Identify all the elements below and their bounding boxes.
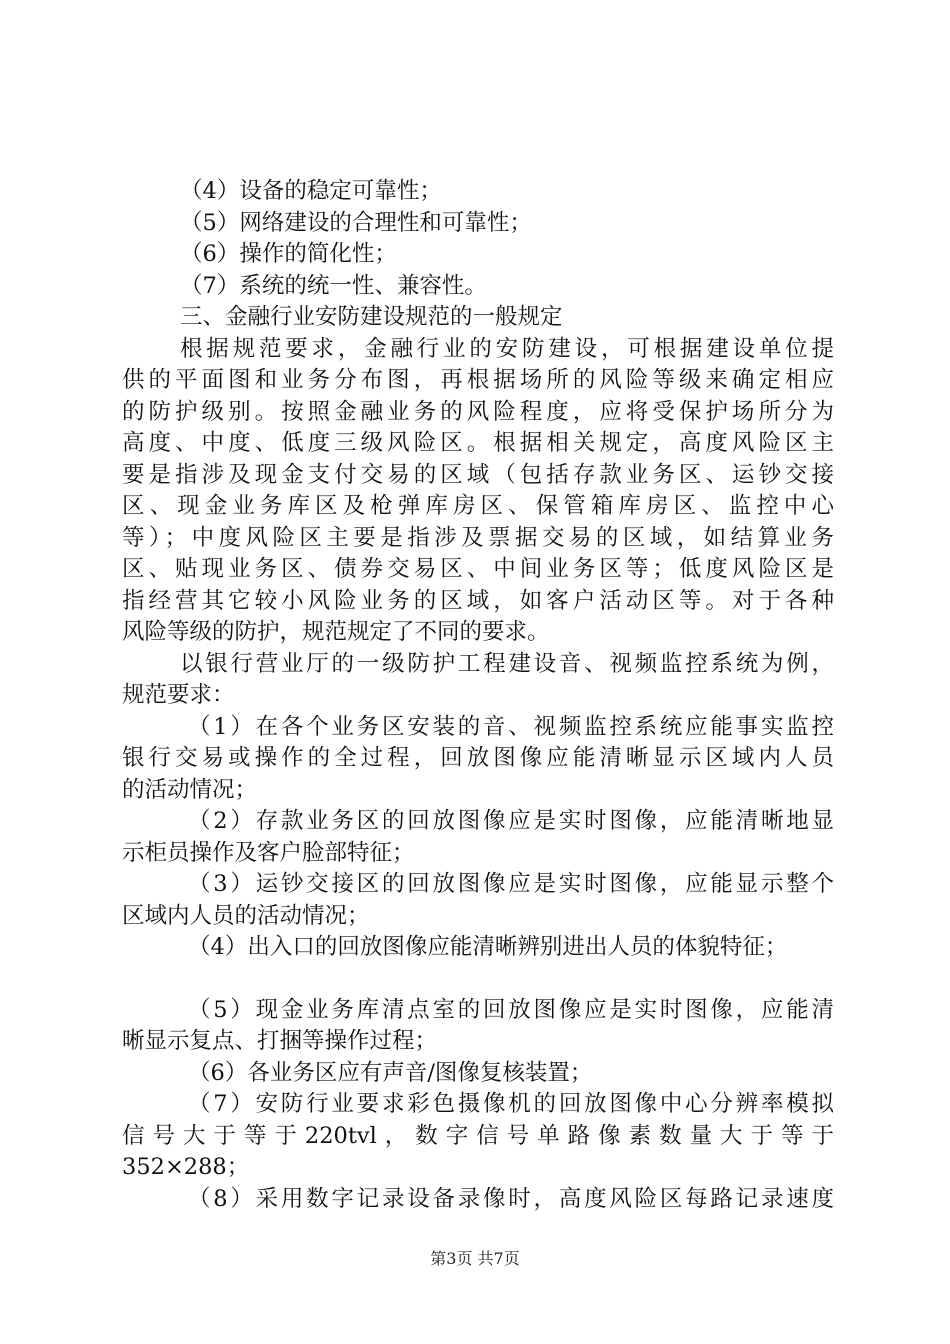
list-item: （2）存款业务区的回放图像应是实时图像，应能清晰地显 (188, 808, 834, 834)
paragraph-line: 以银行营业厅的一级防护工程建设音、视频监控系统为例， (180, 650, 834, 677)
list-item: （4）出入口的回放图像应能清晰辨别进出人员的体貌特征； (188, 934, 788, 960)
list-item-continuation: 银行交易或操作的全过程，回放图像应能清晰显示区域内人员 (122, 745, 834, 771)
paragraph-line: 等）；中度风险区主要是指涉及票据交易的区域，如结算业务 (122, 524, 834, 551)
paragraph-line: 区、现金业务库区及枪弹库房区、保管箱库房区、监控中心 (122, 493, 834, 519)
list-item-continuation: 示柜员操作及客户脸部特征； (122, 839, 415, 866)
list-item: （7）系统的统一性、兼容性。 (180, 272, 487, 299)
list-item: （3）运钞交接区的回放图像应是实时图像，应能显示整个 (188, 871, 834, 897)
list-item-continuation: 晰显示复点、打捆等操作过程； (122, 1028, 438, 1054)
list-item-continuation: 的活动情况； (122, 776, 258, 803)
document-body (122, 176, 834, 1215)
list-item: （4）设备的稳定可靠性； (180, 178, 442, 204)
paragraph-line: 规范要求： (122, 682, 235, 708)
page-footer: 第3页 共7页 (430, 1249, 520, 1268)
list-item-continuation: 区域内人员的活动情况； (122, 902, 370, 929)
paragraph-line: 高度、中度、低度三级风险区。根据相关规定，高度风险区主 (122, 430, 834, 456)
blank-line (122, 964, 834, 995)
paragraph-line: 区、贴现业务区、债券交易区、中间业务区等；低度风险区是 (122, 556, 834, 582)
list-item-continuation: 信号大于等于220tvl，数字信号单路像素数量大于等于 (122, 1122, 834, 1149)
list-item: （6）各业务区应有声音/图像复核装置； (188, 1059, 593, 1086)
list-item: （5）网络建设的合理性和可靠性； (180, 209, 532, 236)
paragraph-line: 供的平面图和业务分布图，再根据场所的风险等级来确定相应 (122, 367, 834, 393)
list-item: （1）在各个业务区安装的音、视频监控系统应能事实监控 (188, 713, 834, 740)
list-item-continuation: 352×288； (122, 1154, 250, 1180)
paragraph-line: 风险等级的防护，规范规定了不同的要求。 (122, 619, 550, 645)
list-item: （5）现金业务库清点室的回放图像应是实时图像，应能清 (188, 996, 834, 1023)
list-item: （6）操作的简化性； (180, 241, 397, 267)
paragraph-line: 要是指涉及现金支付交易的区域（包括存款业务区、运钞交接 (122, 461, 834, 488)
paragraph-line: 指经营其它较小风险业务的区域，如客户活动区等。对于各种 (122, 587, 834, 614)
paragraph-line: 根据规范要求，金融行业的安防建设，可根据建设单位提 (180, 335, 834, 362)
list-item: （8）采用数字记录设备录像时，高度风险区每路记录速度 (188, 1185, 834, 1212)
list-item: （7）安防行业要求彩色摄像机的回放图像中心分辨率模拟 (188, 1091, 834, 1117)
paragraph-line: 的防护级别。按照金融业务的风险程度，应将受保护场所分为 (122, 398, 834, 425)
section-heading: 三、金融行业安防建设规范的一般规定 (180, 304, 563, 330)
